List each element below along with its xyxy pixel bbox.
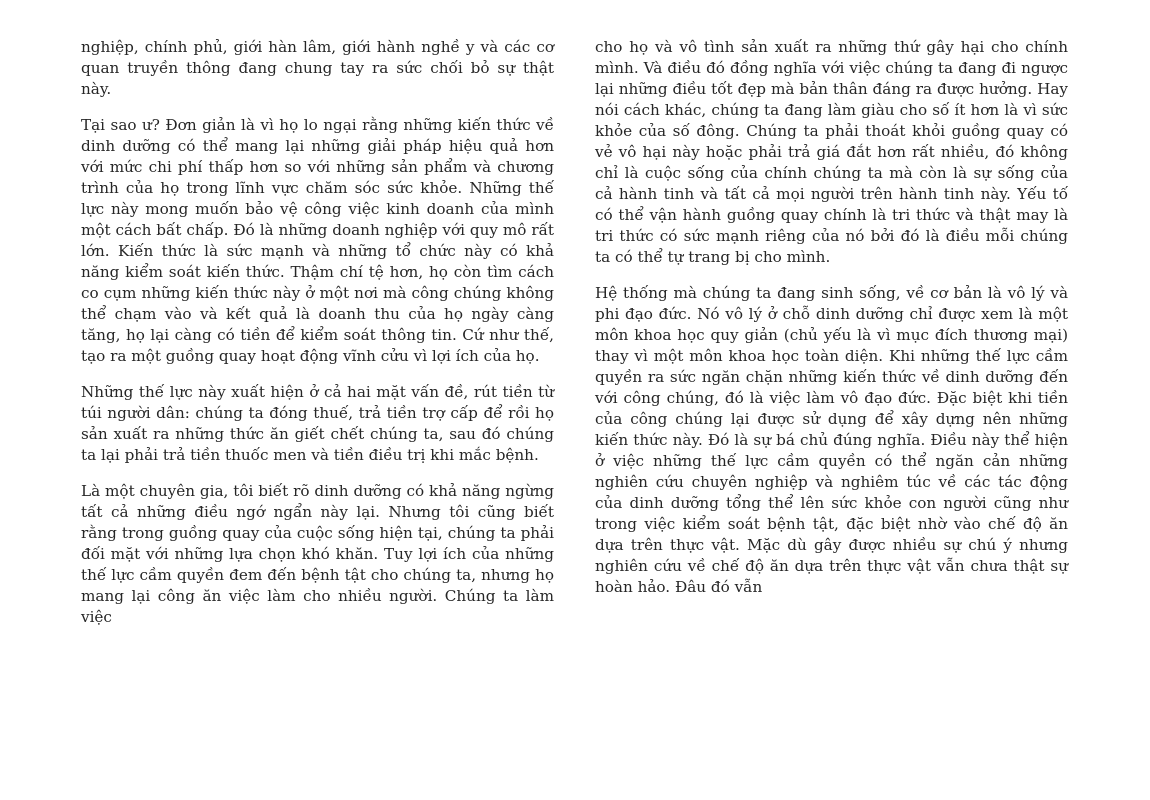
paragraph: Tại sao ư? Đơn giản là vì họ lo ngại rằng những kiến thức về dinh dưỡng có thể mang lại những giải pháp hiệu quả hơn với mức chi phí thấp hơn so với những sản phẩm và chương trình của họ trong lĩnh vực chăm sóc sức khỏe. Những thế lực này mong muốn bảo vệ công việc kinh doanh của mình một cách bất chấp. Đó là những doanh nghiệp với quy mô rất lớn. Kiến thức là sức mạnh và những tổ chức này có khả năng kiểm soát kiến thức. Thậm chí tệ hơn, họ còn tìm cách co cụm những kiến thức này ở một nơi mà công chúng không thể chạm vào và kết quả là doanh thu của họ ngày càng tăng, họ lại càng có tiền để kiểm soát thông tin. Cứ như thế, tạo ra một guồng quay hoạt động vĩnh cửu vì lợi ích của họ. — [81, 116, 554, 365]
paragraph: Những thế lực này xuất hiện ở cả hai mặt vấn đề, rút tiền từ túi người dân: chúng ta đóng thuế, trả tiền trợ cấp để rồi họ sản xuất ra những thức ăn giết chết chúng ta, sau đó chúng ta lại phải trả tiền thuốc men và tiền điều trị khi mắc bệnh. — [81, 383, 554, 464]
right-text-column — [595, 37, 1068, 613]
left-text-column — [81, 37, 554, 643]
paragraph: Hệ thống mà chúng ta đang sinh sống, về cơ bản là vô lý và phi đạo đức. Nó vô lý ở chỗ dinh dưỡng chỉ được xem là một môn khoa học quy giản (chủ yếu là vì mục đích thương mại) thay vì một môn khoa học toàn diện. Khi những thế lực cầm quyền ra sức ngăn chặn những kiến thức về dinh dưỡng đến với công chúng, đó là việc làm vô đạo đức. Đặc biệt khi tiền của công chúng lại được sử dụng để xây dựng nên những kiến thức này. Đó là sự bá chủ đúng nghĩa. Điều này thể hiện ở việc những thế lực cầm quyền có thể ngăn cản những nghiên cứu chuyên nghiệp và nghiêm túc về các tác động của dinh dưỡng tổng thể lên sức khỏe con người cũng như trong việc kiểm soát bệnh tật, đặc biệt nhờ vào chế độ ăn dựa trên thực vật. Mặc dù gây được nhiều sự chú ý nhưng nghiên cứu về chế độ ăn dựa trên thực vật vẫn chưa thật sự hoàn hảo. Đâu đó vẫn — [595, 284, 1068, 596]
paragraph: Là một chuyên gia, tôi biết rõ dinh dưỡng có khả năng ngừng tất cả những điều ngớ ngẩn này lại. Nhưng tôi cũng biết rằng trong guồng quay của cuộc sống hiện tại, chúng ta phải đối mặt với những lựa chọn khó khăn. Tuy lợi ích của những thế lực cầm quyền đem đến bệnh tật cho chúng ta, nhưng họ mang lại công ăn việc làm cho nhiều người. Chúng ta làm việc — [81, 482, 554, 626]
paragraph: nghiệp, chính phủ, giới hàn lâm, giới hành nghề y và các cơ quan truyền thông đang chung tay ra sức chối bỏ sự thật này. — [81, 38, 554, 98]
paragraph: cho họ và vô tình sản xuất ra những thứ gây hại cho chính mình. Và điều đó đồng nghĩa với việc chúng ta đang đi ngược lại những điều tốt đẹp mà bản thân đáng ra được hưởng. Hay nói cách khác, chúng ta đang làm giàu cho số ít hơn là vì sức khỏe của số đông. Chúng ta phải thoát khỏi guồng quay có vẻ vô hại này hoặc phải trả giá đắt hơn rất nhiều, đó không chỉ là cuộc sống của chính chúng ta mà còn là sự sống của cả hành tinh và tất cả mọi người trên hành tinh này. Yếu tố có thể vận hành guồng quay chính là tri thức và thật may là tri thức có sức mạnh riêng của nó bởi đó là điều mỗi chúng ta có thể tự trang bị cho mình. — [595, 38, 1068, 266]
